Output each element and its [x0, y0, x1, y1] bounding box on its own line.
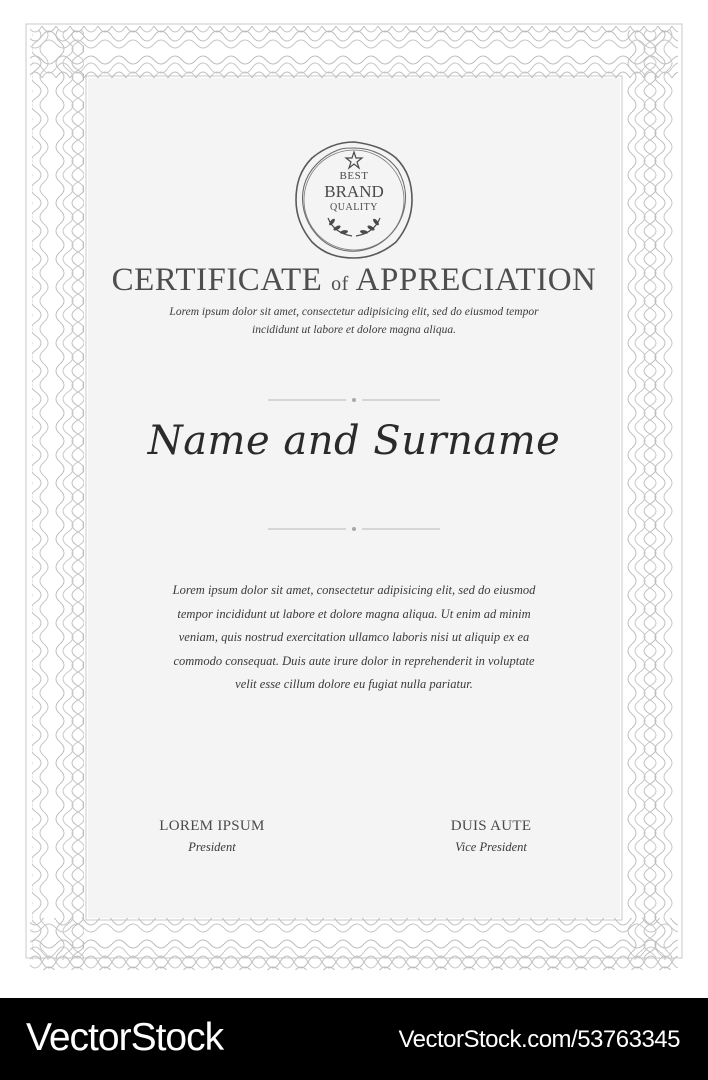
title-of: of — [331, 273, 349, 295]
seal-quality-text: QUALITY — [330, 202, 378, 213]
signature-name: LOREM IPSUM — [159, 818, 265, 834]
signature-block-vice-president — [416, 818, 566, 855]
certificate-body-text: Lorem ipsum dolor sit amet, consectetur adipisicing elit, sed do eiusmod tempor incididunt ut labore et dolore magna aliqua. Ut enim ad minim veniam, quis nostrud exercitation ullamco laboris nisi ut aliquip ex ea commodo consequat. Duis aute irure dolor in reprehenderit in voluptate velit esse cillum dolore eu fugiat nulla pariatur. — [172, 583, 536, 691]
watermark-reference: VectorStock.com/53763345 — [398, 1026, 680, 1053]
signature-role: Vice President — [455, 840, 527, 854]
seal-brand-text: BRAND — [324, 182, 384, 201]
watermark-bar — [0, 998, 708, 1080]
watermark-brand: VectorStock — [26, 1016, 224, 1059]
laurel-icon — [328, 218, 380, 236]
title-appreciation: APPRECIATION — [355, 262, 597, 298]
quality-seal — [292, 138, 416, 262]
certificate-subtitle: Lorem ipsum dolor sit amet, consectetur adipisicing elit, sed do eiusmod tempor incididunt ut labore et dolore magna aliqua. — [169, 306, 539, 336]
star-icon — [346, 152, 362, 168]
signature-name: DUIS AUTE — [450, 818, 532, 834]
recipient-name: Name and Surname — [147, 418, 561, 464]
divider-top — [268, 396, 440, 404]
signature-role: President — [188, 840, 236, 854]
seal-best-text: BEST — [339, 170, 369, 182]
title-certificate: CERTIFICATE — [111, 262, 323, 298]
certificate-title — [0, 262, 708, 299]
divider-bottom — [268, 525, 440, 533]
signature-block-president — [137, 818, 287, 855]
